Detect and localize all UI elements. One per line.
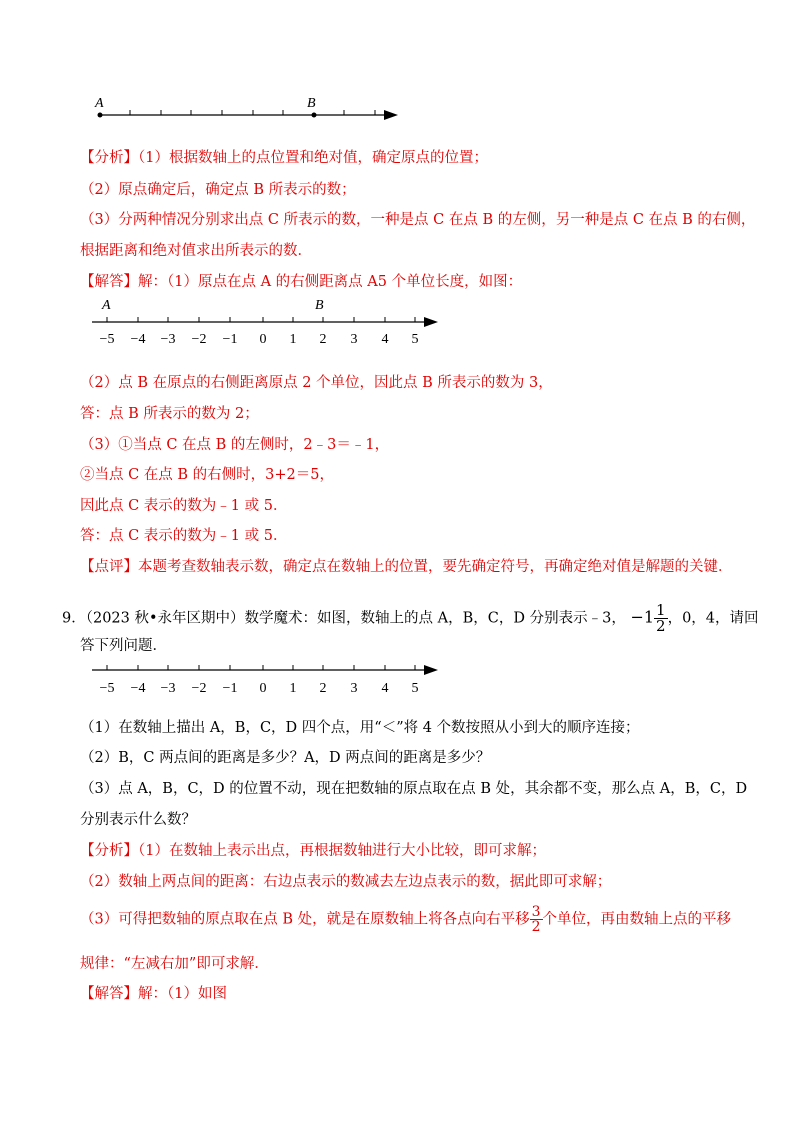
question-9-part-3: （3）点 A，B，C，D 的位置不动，现在把数轴的原点取在点 B 处，其余都不变，那么点 A，B，C，D (80, 781, 748, 797)
question-9-part-3-cont: 分别表示什么数？ (80, 812, 196, 828)
tick-label: 5 (411, 681, 419, 696)
tick-label: −2 (191, 681, 207, 696)
question-9-part-1: （1）在数轴上描出 A，B，C，D 四个点，用“＜”将 4 个数按照从小到大的顺序连接； (80, 720, 640, 736)
tick-label: 3 (350, 332, 358, 347)
number-line-q9 (92, 665, 438, 696)
solution-line-4: ②当点 C 在点 B 的右侧时，3+2＝5， (80, 467, 335, 483)
analysis-line-2: （2）原点确定后，确定点 B 所表示的数； (80, 182, 356, 198)
number-line-top (94, 96, 398, 120)
tick-label: 5 (411, 332, 419, 347)
tick-label: −1 (222, 681, 238, 696)
q9-analysis-line-4: 规律：“左减右加”即可求解． (80, 956, 269, 972)
tick-label: −5 (99, 332, 115, 347)
label-a: A (102, 298, 111, 313)
tick-label: −3 (160, 332, 176, 347)
label-a: A (95, 96, 104, 111)
tick-label: −2 (191, 332, 207, 347)
solution-line-3: （3）①当点 C 在点 B 的左侧时，2﹣3＝﹣1， (80, 437, 390, 453)
q9-analysis-line-3: （3）可得把数轴的原点取在点 B 处，就是在原数轴上将各点向右平移 $\frac{3}{2}$ 个单位，再由数轴上点的平移 (80, 904, 732, 935)
point-a (98, 113, 103, 118)
fraction: $\frac{3}{2}$ (531, 904, 541, 935)
solution-line-5: 因此点 C 表示的数为﹣1 或 5． (80, 498, 288, 514)
solution-line-2: （2）点 B 在原点的右侧距离原点 2 个单位，因此点 B 所表示的数为 3， (80, 375, 553, 391)
tick-label: 0 (259, 332, 267, 347)
analysis-line-4: 根据距离和绝对值求出所表示的数． (80, 243, 312, 259)
q9-solution-line-1: 【解答】解：（1）如图 (80, 986, 227, 1002)
q9-analysis-line-2: （2）数轴上两点间的距离：右边点表示的数减去左边点表示的数，据此即可求解； (80, 874, 612, 890)
tick-label: −1 (222, 332, 238, 347)
tick-label: 1 (289, 681, 297, 696)
label-b: B (307, 96, 316, 111)
mixed-fraction: $\frac{1}{2}$ (656, 601, 666, 635)
tick-label: 4 (381, 681, 389, 696)
tick-label: 2 (319, 332, 327, 347)
question-9-line-2: 答下列问题． (80, 638, 167, 654)
comment-line: 【点评】本题考查数轴表示数，确定点在数轴上的位置，要先确定符号，再确定绝对值是解题的关键． (80, 559, 733, 575)
number-line-solution (92, 298, 438, 347)
solution-answer-2: 答：点 C 表示的数为﹣1 或 5． (80, 528, 288, 544)
tick-label: 1 (289, 332, 297, 347)
q9-analysis-line-1: 【分析】（1）在数轴上表示出点，再根据数轴进行大小比较，即可求解； (80, 843, 546, 859)
question-9-line-1: 9．（2023 秋•永年区期中）数学魔术：如图，数轴上的点 A，B，C，D 分别表示﹣3， −1 $\frac{1}{2}$ ，0，4，请回 (62, 601, 759, 635)
tick-label: −4 (130, 681, 146, 696)
tick-label: 3 (350, 681, 358, 696)
tick-label: −4 (130, 332, 146, 347)
tick-label: 0 (259, 681, 267, 696)
tick-label: 2 (319, 681, 327, 696)
tick-label: 4 (381, 332, 389, 347)
tick-label: −3 (160, 681, 176, 696)
tick-label: −5 (99, 681, 115, 696)
point-b (312, 113, 317, 118)
analysis-line-1: 【分析】（1）根据数轴上的点位置和绝对值，确定原点的位置； (80, 150, 488, 166)
solution-line-1: 【解答】解：（1）原点在点 A 的右侧距离点 A5 个单位长度，如图： (80, 274, 523, 290)
label-b: B (315, 298, 324, 313)
analysis-line-3: （3）分两种情况分别求出点 C 所表示的数，一种是点 C 在点 B 的左侧，另一种是点 C 在点 B 的右侧， (80, 212, 756, 228)
question-9-part-2: （2）B，C 两点间的距离是多少？A，D 两点间的距离是多少？ (80, 750, 491, 766)
solution-answer-1: 答：点 B 所表示的数为 2； (80, 406, 259, 422)
